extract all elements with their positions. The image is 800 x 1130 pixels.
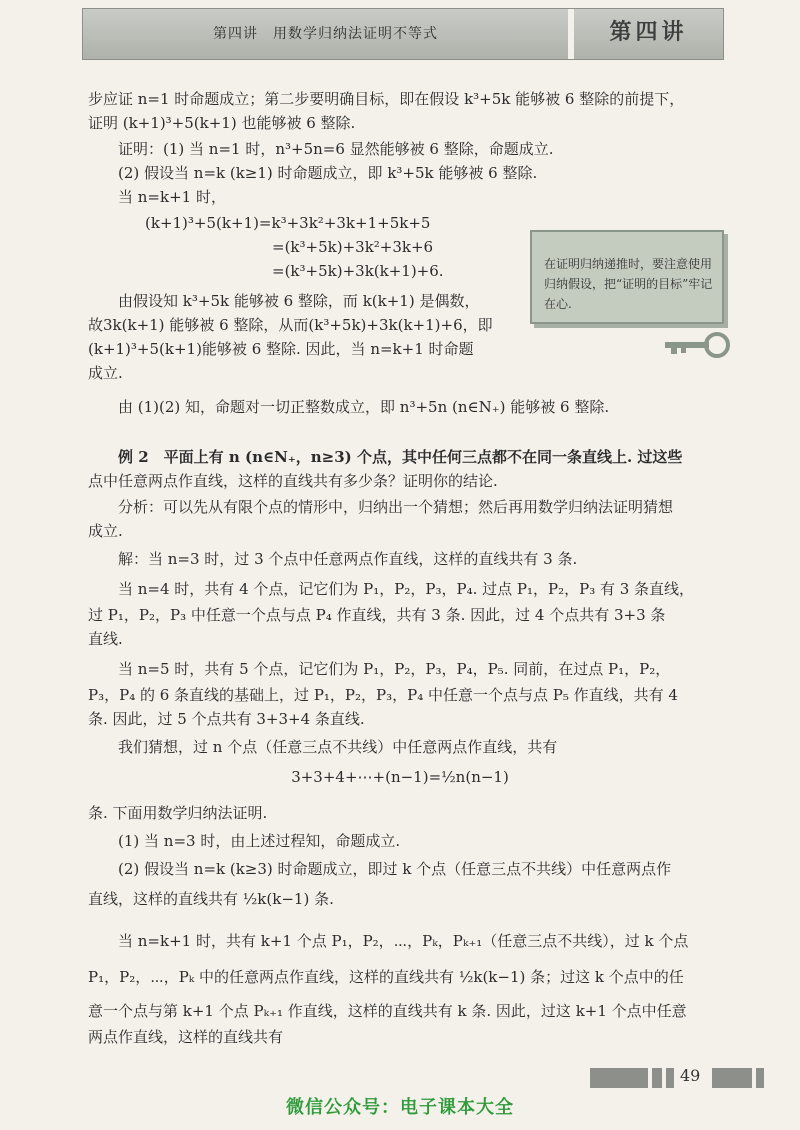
proof-line: (k+1)³+5(k+1)能够被 6 整除. 因此，当 n=k+1 时命题	[88, 340, 474, 358]
tip-text: 在证明归纳递推时，要注意使用归纳假设，把“证明的目标”牢记在心.	[544, 257, 713, 311]
solution-line: 当 n=4 时，共有 4 个点，记它们为 P₁，P₂，P₃，P₄. 过点 P₁，P₂，P₃ 有 3 条直线，	[118, 580, 695, 598]
proof-line: (1) 当 n=3 时，由上述过程知，命题成立.	[118, 832, 401, 850]
body-line: 步应证 n=1 时命题成立；第二步要明确目标，即在假设 k³+5k 能够被 6 整除的前提下，	[88, 90, 685, 108]
analysis-line: 分析：可以先从有限个点的情形中，归纳出一个猜想；然后再用数学归纳法证明猜想	[118, 498, 674, 516]
example-line: 点中任意两点作直线，这样的直线共有多少条？证明你的结论.	[88, 472, 498, 490]
solution-line: 当 n=5 时，共有 5 个点，记它们为 P₁，P₂，P₃，P₄，P₅. 同前，在过点 P₁，P₂，	[118, 660, 671, 678]
solution-line: 条. 因此，过 5 个点共有 3+3+4 条直线.	[88, 710, 365, 728]
header-title: 第四讲 用数学归纳法证明不等式	[213, 26, 438, 42]
proof-line: 意一个点与第 k+1 个点 Pₖ₊₁ 作直线，这样的直线共有 k 条. 因此，过这 k+1 个点中任意	[88, 1002, 687, 1020]
proof-line: P₁，P₂，⋯，Pₖ 中的任意两点作直线，这样的直线共有 ½k(k−1) 条；过这 k 个点中的任	[88, 968, 684, 986]
solution-line: 直线.	[88, 630, 123, 648]
formula-line: =(k³+5k)+3k²+3k+6	[272, 238, 434, 256]
conclusion-line: 由 (1)(2) 知，命题对一切正整数成立，即 n³+5n (n∈N₊) 能够被 6 整除.	[118, 398, 610, 416]
proof-line: 两点作直线，这样的直线共有	[88, 1028, 284, 1046]
formula-line: =(k³+5k)+3k(k+1)+6.	[272, 262, 444, 280]
body-line: 证明 (k+1)³+5(k+1) 也能够被 6 整除.	[88, 114, 356, 132]
analysis-line: 成立.	[88, 522, 123, 540]
lecture-label: 第四讲	[609, 19, 688, 45]
page-number: 49	[680, 1066, 701, 1085]
conjecture-formula: 3+3+4+⋯+(n−1)=½n(n−1)	[291, 768, 509, 786]
proof-line: 证明：(1) 当 n=1 时，n³+5n=6 显然能够被 6 整除，命题成立.	[118, 140, 554, 158]
proof-line: 故3k(k+1) 能够被 6 整除，从而(k³+5k)+3k(k+1)+6，即	[88, 316, 493, 334]
proof-line: 成立.	[88, 364, 123, 382]
proof-line: 条. 下面用数学归纳法证明.	[88, 804, 268, 822]
proof-line: 当 n=k+1 时，	[118, 188, 226, 206]
watermark-text: 微信公众号：电子课本大全	[286, 1097, 514, 1118]
proof-line: (2) 假设当 n=k (k≥1) 时命题成立，即 k³+5k 能够被 6 整除.	[118, 164, 538, 182]
formula-line: (k+1)³+5(k+1)=k³+3k²+3k+1+5k+5	[145, 214, 431, 232]
conjecture-line: 我们猜想，过 n 个点（任意三点不共线）中任意两点作直线，共有	[118, 738, 558, 756]
proof-line: 直线，这样的直线共有 ½k(k−1) 条.	[88, 890, 334, 908]
proof-line: 当 n=k+1 时，共有 k+1 个点 P₁，P₂，⋯，Pₖ，Pₖ₊₁（任意三点不共线），过 k 个点	[118, 932, 689, 950]
solution-line: P₃，P₄ 的 6 条直线的基础上，过 P₁，P₂，P₃，P₄ 中任意一个点与点 P₅ 作直线，共有 4	[88, 686, 678, 704]
proof-line: (2) 假设当 n=k (k≥3) 时命题成立，即过 k 个点（任意三点不共线）中任意两点作	[118, 860, 672, 878]
example-title: 例 2 平面上有 n (n∈N₊，n≥3) 个点，其中任何三点都不在同一条直线上. 过这些	[118, 448, 683, 466]
proof-line: 由假设知 k³+5k 能够被 6 整除，而 k(k+1) 是偶数，	[118, 292, 480, 310]
solution-line: 解：当 n=3 时，过 3 个点中任意两点作直线，这样的直线共有 3 条.	[118, 550, 578, 568]
solution-line: 过 P₁，P₂，P₃ 中任意一个点与点 P₄ 作直线，共有 3 条. 因此，过 4 个点共有 3+3 条	[88, 606, 666, 624]
page-header	[82, 8, 724, 60]
